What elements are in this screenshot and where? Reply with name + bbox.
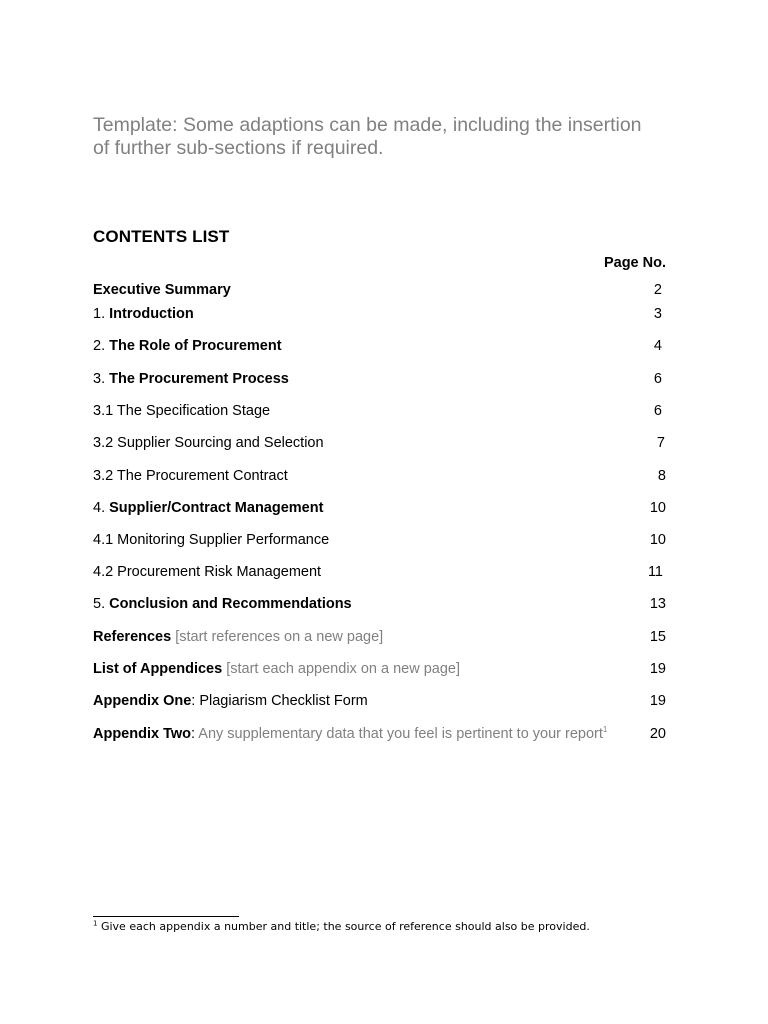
toc-entry-title	[93, 498, 323, 518]
toc-entry-page-number: 6	[653, 371, 662, 387]
toc-entry-title	[93, 594, 352, 614]
toc-entry-prefix: 5.	[93, 596, 110, 612]
toc-entry-title	[93, 530, 329, 550]
footnote-text: Give each appendix a number and title; the source of reference should also be provided.	[97, 920, 590, 933]
toc-entry-page-number: 3	[653, 306, 662, 322]
toc-entry	[93, 627, 667, 647]
toc-entry-title	[93, 336, 282, 356]
toc-entry-page-number: 19	[649, 693, 666, 709]
toc-entry	[93, 659, 667, 679]
toc-entry-page-number: 13	[649, 596, 666, 612]
toc-entry-bold-title: Conclusion and Recommendations	[109, 596, 352, 612]
toc-entry-title	[93, 280, 231, 300]
toc-entry-note: [start each appendix on a new page]	[222, 661, 460, 677]
toc-entry-prefix: 3.2 The Procurement Contract	[93, 468, 288, 484]
toc-entry-bold-title: Introduction	[109, 306, 194, 322]
toc-entry	[93, 594, 667, 614]
toc-entry-bold-title: The Procurement Process	[109, 371, 289, 387]
toc-entry-title	[93, 691, 368, 711]
toc-entry	[93, 280, 667, 300]
toc-entry-bold-title: The Role of Procurement	[109, 338, 282, 354]
footnote	[93, 920, 590, 933]
toc-entry-prefix: 4.2 Procurement Risk Management	[93, 564, 322, 580]
toc-entry-page-number: 8	[657, 468, 666, 484]
toc-entry-text: : Plagiarism Checklist Form	[191, 693, 368, 709]
toc-entry-title	[93, 659, 460, 679]
toc-entry-prefix: 4.1 Monitoring Supplier Performance	[93, 532, 330, 548]
toc-entry-page-number: 10	[649, 532, 666, 548]
toc-entry-prefix: 3.2 Supplier Sourcing and Selection	[93, 435, 324, 451]
toc-entry-page-number: 20	[649, 726, 666, 742]
toc-entry-page-number: 4	[653, 338, 662, 354]
toc-entry-title	[93, 433, 324, 453]
toc-entry-title	[93, 627, 383, 647]
toc-entry-prefix: 2.	[93, 338, 110, 354]
toc-entry-page-number: 10	[649, 500, 666, 516]
toc-entry	[93, 724, 667, 744]
toc-entry-bold-title: References	[93, 629, 172, 645]
toc-entry-page-number: 7	[656, 435, 665, 451]
toc-entry-page-number: 15	[649, 629, 666, 645]
toc-entry-prefix: 3.	[93, 371, 110, 387]
toc-entry-title	[93, 724, 607, 744]
toc-entry	[93, 304, 667, 324]
toc-entry-bold-title: Appendix One	[93, 693, 192, 709]
toc-entry	[93, 369, 667, 389]
toc-entry-bold-title: Appendix Two	[93, 726, 192, 742]
toc-entry	[93, 401, 667, 421]
toc-entry-bold-title: Supplier/Contract Management	[109, 500, 324, 516]
contents-heading: CONTENTS LIST	[93, 227, 230, 246]
toc-entry	[93, 433, 667, 453]
toc-entry-text: :	[191, 726, 196, 742]
toc-entry-title	[93, 466, 288, 486]
toc-entry	[93, 530, 667, 550]
footnote-separator	[93, 916, 239, 917]
toc-entry-prefix: 4.	[93, 500, 110, 516]
toc-entry	[93, 562, 667, 582]
toc-entry	[93, 691, 667, 711]
toc-entry-note: [start references on a new page]	[171, 629, 384, 645]
toc-entry	[93, 466, 667, 486]
toc-entry-bold-title: List of Appendices	[93, 661, 223, 677]
page-number-column-header: Page No.	[603, 255, 666, 271]
toc-entry-title	[93, 562, 321, 582]
toc-entry-page-number: 19	[649, 661, 666, 677]
toc-entry-prefix: 3.1 The Specification Stage	[93, 403, 271, 419]
toc-entry-title	[93, 369, 289, 389]
toc-entry	[93, 498, 667, 518]
footnote-reference: 1	[602, 725, 608, 735]
template-note: Template: Some adaptions can be made, including the insertion of further sub-sections if required.	[93, 114, 642, 159]
toc-entry-prefix: 1.	[93, 306, 110, 322]
toc-entry-title	[93, 401, 270, 421]
toc-entry-bold-title: Executive Summary	[93, 282, 231, 298]
toc-entry-page-number: 2	[653, 282, 662, 298]
footnote-marker: 1	[93, 919, 98, 928]
toc-entry-page-number: 6	[653, 403, 662, 419]
toc-entry	[93, 336, 667, 356]
toc-entry-page-number: 11	[647, 564, 663, 580]
toc-entry-title	[93, 304, 194, 324]
toc-entry-note: Any supplementary data that you feel is pertinent to your report	[195, 726, 603, 742]
